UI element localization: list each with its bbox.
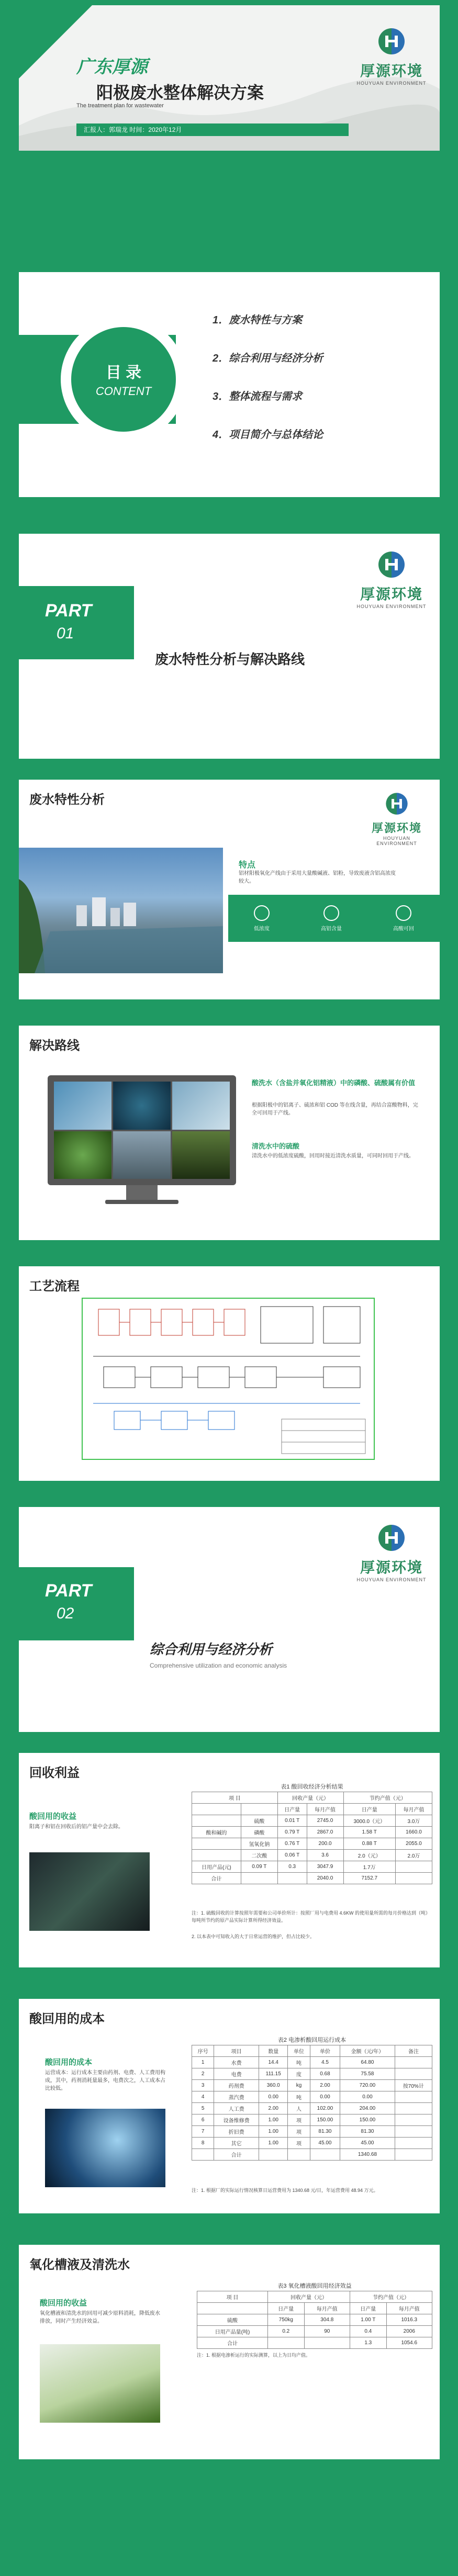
part01-number: 01	[57, 625, 74, 642]
table-cell: 氢氧化钠	[241, 1838, 277, 1850]
table-cell	[395, 2091, 432, 2103]
toc-item-4[interactable]: 4．项目简介与总体结论	[213, 429, 323, 441]
table-cell	[395, 2068, 432, 2080]
table-cell: 81.30	[310, 2126, 340, 2138]
cost-note: 注：1. 根据厂的实际运行情况核算日运营费用为 1340.68 元/日，年运营费用 48.94 万元。	[192, 2188, 378, 2193]
logo-mark-icon	[376, 1523, 407, 1553]
toc-item-1[interactable]: 1．废水特性与方案	[213, 314, 303, 326]
table-cell	[192, 1804, 241, 1815]
table-cell: 硫酸	[197, 2314, 268, 2326]
table-cell: 合计	[197, 2337, 268, 2349]
company-logo-3	[365, 791, 428, 846]
table-cell: 1.58 T	[343, 1827, 395, 1838]
table-cell	[288, 2149, 310, 2161]
table-row	[192, 2114, 432, 2126]
bubbles-photo	[172, 1082, 230, 1130]
table-cell: 吨	[288, 2091, 310, 2103]
table-cell: 硫酸	[241, 1815, 277, 1827]
table-cell	[192, 2149, 214, 2161]
table-row	[192, 1815, 432, 1827]
logo-en-text: HOUYUAN ENVIRONMENT	[376, 836, 417, 846]
table-cell: 吨	[288, 2057, 310, 2068]
table-header: 数量	[259, 2045, 288, 2057]
table-cell: 1.00 T	[350, 2314, 386, 2326]
feature-icon-panel	[228, 895, 440, 942]
table-cell: 64.80	[340, 2057, 395, 2068]
table-cell: 酸和碱的	[192, 1827, 241, 1838]
table-cell	[192, 1838, 241, 1850]
recycle-slide	[19, 1753, 440, 1973]
table-cell: 3	[192, 2080, 214, 2091]
process-slide	[19, 1266, 440, 1486]
table-header-row	[192, 1792, 432, 1804]
recycle-head: 酸回用的收益	[29, 1812, 77, 1821]
company-logo	[355, 26, 428, 86]
logo-en-text: HOUYUAN ENVIRONMENT	[356, 81, 427, 86]
cost-desc: 运营成本：运行成本主要由药剂、电费、人工费用构成，其中，药剂消耗量最多，电费次之，人工成本占比较低。	[45, 2070, 165, 2091]
globe-photo	[45, 2109, 165, 2187]
table-cell: 合计	[192, 1873, 241, 1884]
feature-label-3: 高酸可回	[393, 926, 414, 932]
table-cell: 0.68	[310, 2068, 340, 2080]
oxidation-title: 氧化槽液及清洗水	[29, 2258, 130, 2272]
toc-title: 目 录	[105, 364, 142, 381]
table-cell: 2.00	[310, 2080, 340, 2091]
table-cell: 81.30	[340, 2126, 395, 2138]
table-row	[192, 1827, 432, 1838]
table-cell: 0.00	[340, 2091, 395, 2103]
cover-subtitle: The treatment plan for wastewater	[76, 103, 164, 109]
table-row	[197, 2326, 432, 2337]
part01-label: PART	[45, 601, 92, 621]
table-cell: 药剂费	[214, 2080, 259, 2091]
table-cell: 150.00	[340, 2114, 395, 2126]
gauge-icon	[323, 905, 339, 921]
table-subheader: 每月产值	[304, 2303, 350, 2314]
table-cell: 1.00	[259, 2126, 288, 2138]
table-cell: 304.8	[304, 2314, 350, 2326]
table-cell: 人工费	[214, 2103, 259, 2114]
cost-table	[192, 2045, 432, 2161]
table-cell	[395, 2057, 432, 2068]
table-row	[197, 2337, 432, 2349]
city-skyline-icon	[19, 848, 223, 973]
table-row	[192, 2149, 432, 2161]
table-cell	[395, 1861, 432, 1873]
table-cell: 6	[192, 2114, 214, 2126]
table-cell: 0.09 T	[241, 1861, 277, 1873]
table-row	[192, 2091, 432, 2103]
table-cell: 折旧费	[214, 2126, 259, 2138]
table-cell: 14.4	[259, 2057, 288, 2068]
part02-badge	[19, 1567, 134, 1640]
logo-mark-icon	[376, 26, 407, 57]
table-cell: 合计	[214, 2149, 259, 2161]
chart-icon	[254, 905, 270, 921]
table-header: 单价	[310, 2045, 340, 2057]
table-cell: 电费	[214, 2068, 259, 2080]
features-bottom-bar	[19, 999, 440, 1005]
table-cell: 设备维修费	[214, 2114, 259, 2126]
table-subheader: 日产量	[350, 2303, 386, 2314]
table-header: 序号	[192, 2045, 214, 2057]
part02-slide	[19, 1507, 440, 1732]
monitor-stand	[126, 1185, 158, 1200]
table-cell: 8	[192, 2138, 214, 2149]
cost-bottom-bar	[19, 2213, 440, 2219]
electronics-photo	[29, 1852, 150, 1931]
table-header-row	[192, 2045, 432, 2057]
table-cell: 90	[304, 2326, 350, 2337]
table-cell	[192, 1815, 241, 1827]
table-row	[192, 1873, 432, 1884]
table-subheader: 每月产值	[386, 2303, 432, 2314]
cost-head: 酸回用的成本	[45, 2058, 93, 2067]
part02-number: 02	[57, 1605, 74, 1622]
table-cell: 750kg	[268, 2314, 305, 2326]
building-photo	[54, 1082, 111, 1130]
table-row	[192, 1850, 432, 1861]
features-title: 废水特性分析	[29, 793, 105, 807]
table-cell: 其它	[214, 2138, 259, 2149]
table-header: 备注	[395, 2045, 432, 2057]
table-header: 单位	[288, 2045, 310, 2057]
table-cell: 3047.9	[307, 1861, 343, 1873]
table-cell: 二次酸	[241, 1850, 277, 1861]
dish-photo	[113, 1131, 171, 1179]
river-photo	[19, 848, 223, 973]
table-cell: 日用产品(元)	[192, 1861, 241, 1873]
logo-mark-icon	[376, 549, 407, 580]
recycle-symbol-photo	[113, 1082, 171, 1130]
table-cell: 1.3	[350, 2337, 386, 2349]
toc-slide	[19, 272, 440, 497]
table-cell: 2040.0	[307, 1873, 343, 1884]
table-cell: 3.6	[307, 1850, 343, 1861]
table-header: 回收产量（元）	[268, 2291, 350, 2303]
cost-table-title: 表2 电渗析酸回用运行成本	[277, 2037, 347, 2043]
table-cell: 1.7万	[343, 1861, 395, 1873]
recycle-table-title: 表1 酸回收经济分析结果	[281, 1784, 343, 1790]
feature-item-1	[254, 905, 270, 932]
table-subheader: 每月产值	[395, 1804, 432, 1815]
logo-cn-text: 厚源环境	[360, 1559, 423, 1576]
table-cell: 2055.0	[395, 1838, 432, 1850]
table-cell: 项	[288, 2126, 310, 2138]
table-subheader-row	[197, 2303, 432, 2314]
route-bottom-bar	[19, 1240, 440, 1245]
table-cell	[268, 2337, 305, 2349]
table-cell: 按70%计	[395, 2080, 432, 2091]
table-cell: 1660.0	[395, 1827, 432, 1838]
process-bottom-bar	[19, 1481, 440, 1486]
cover-title: 阳极废水整体解决方案	[96, 83, 264, 102]
table-subheader: 日产量	[268, 2303, 305, 2314]
toc-item-3[interactable]: 3．整体流程与需求	[213, 391, 303, 402]
monitor-base	[105, 1200, 178, 1204]
company-logo-2	[355, 549, 428, 609]
logo-cn-text: 厚源环境	[360, 63, 423, 79]
recycle-desc: 阳离子和铝在回收后的铝产量中会去除。	[29, 1824, 124, 1830]
table-cell: 0.88 T	[343, 1838, 395, 1850]
feature-head: 特点	[239, 861, 256, 870]
table-cell: 102.00	[310, 2103, 340, 2114]
cover-meta: 汇报人：郭瑞龙 时间：2020年12月	[84, 126, 182, 133]
table-cell: 0.00	[310, 2091, 340, 2103]
leaf-globe-photo	[54, 1131, 111, 1179]
table-cell: 45.00	[310, 2138, 340, 2149]
cover-bottom-bar	[19, 151, 440, 162]
table-row	[192, 2103, 432, 2114]
logo-en-text: HOUYUAN ENVIRONMENT	[356, 604, 427, 609]
oxidation-slide	[19, 2245, 440, 2465]
table-cell: 7152.7	[343, 1873, 395, 1884]
table-row	[192, 2068, 432, 2080]
cost-slide	[19, 1999, 440, 2219]
table-header: 项 目	[197, 2291, 268, 2303]
table-header: 节约产值（元）	[350, 2291, 432, 2303]
table-cell: 1	[192, 2057, 214, 2068]
table-cell	[304, 2337, 350, 2349]
cover-brand: 广东厚源	[76, 57, 148, 77]
table-cell: 0.79 T	[277, 1827, 307, 1838]
table-row	[197, 2314, 432, 2326]
recycle-note-2: 2. 以本表中可知收入的大于日常运营的维护，但占比较少。	[192, 1934, 315, 1939]
toc-subtitle: CONTENT	[95, 385, 152, 398]
table-cell: 360.0	[259, 2080, 288, 2091]
recycle-bottom-bar	[19, 1967, 440, 1973]
table-cell: 2006	[386, 2326, 432, 2337]
table-cell: 1054.6	[386, 2337, 432, 2349]
part02-label: PART	[45, 1581, 92, 1601]
oxidation-bottom-bar	[19, 2459, 440, 2465]
table-cell: 7	[192, 2126, 214, 2138]
table-cell	[395, 1873, 432, 1884]
table-cell: 0.4	[350, 2326, 386, 2337]
table-cell: 3000.0（元）	[343, 1815, 395, 1827]
oxidation-table-title: 表3 氧化槽液酸回用经济效益	[277, 2283, 352, 2289]
table-subheader-row	[192, 1804, 432, 1815]
table-cell	[259, 2149, 288, 2161]
table-header: 项目	[214, 2045, 259, 2057]
part02-title: 综合利用与经济分析	[150, 1641, 273, 1657]
plant-photo	[172, 1131, 230, 1179]
table-row	[192, 2057, 432, 2068]
table-header: 回收产量（元）	[277, 1792, 343, 1804]
process-diagram	[82, 1298, 375, 1460]
oxidation-head: 酸回用的收益	[40, 2299, 87, 2308]
table-cell	[197, 2303, 268, 2314]
oxidation-desc: 氧化槽液和清洗水的回用可减少原料消耗，降低废水排放，同时产生经济效益。	[40, 2311, 160, 2324]
route-head-2: 清洗水中的硫酸	[252, 1142, 300, 1150]
table-cell: 2745.0	[307, 1815, 343, 1827]
table-row	[192, 2138, 432, 2149]
process-flow-diagram	[83, 1299, 374, 1459]
logo-en-text: HOUYUAN ENVIRONMENT	[356, 1577, 427, 1582]
toc-list	[213, 311, 323, 441]
table-cell: 200.0	[307, 1838, 343, 1850]
feature-desc: 铝材阳极氧化产线由于采用大量酸碱液、铝粉，导致废液含铝高浓度较大。	[239, 871, 396, 884]
features-slide	[19, 780, 440, 1005]
table-cell	[395, 2149, 432, 2161]
logo-cn-text: 厚源环境	[371, 822, 422, 835]
toc-inner-circle	[71, 327, 176, 432]
table-cell: 度	[288, 2068, 310, 2080]
part01-badge	[19, 586, 134, 659]
table-cell: 720.00	[340, 2080, 395, 2091]
table-cell: 蒸汽费	[214, 2091, 259, 2103]
table-row	[192, 2126, 432, 2138]
route-title: 解决路线	[29, 1039, 80, 1053]
recycle-title: 回收利益	[29, 1766, 80, 1780]
table-cell: 75.58	[340, 2068, 395, 2080]
table-cell: 1.00	[259, 2138, 288, 2149]
monitor-icon	[48, 1075, 236, 1185]
table-cell: 45.00	[340, 2138, 395, 2149]
table-subheader: 日产量	[343, 1804, 395, 1815]
table-cell: 人	[288, 2103, 310, 2114]
part01-slide	[19, 534, 440, 759]
recycle-note-1: 注：1. 硫酸回收的计算按照年需要和公司单价所计：按照厂用与电费用 4.6KW 的使用量所需的每月价格达到（吨） 每吨所节约的原产品实际计算所得经济效益。	[192, 1910, 431, 1923]
table-cell	[395, 2103, 432, 2114]
table-cell: 1.00	[259, 2114, 288, 2126]
feature-item-3	[393, 905, 414, 932]
table-row	[192, 1838, 432, 1850]
table-cell	[395, 2114, 432, 2126]
table-subheader: 每月产值	[307, 1804, 343, 1815]
table-header: 项 目	[192, 1792, 278, 1804]
table-cell: 水费	[214, 2057, 259, 2068]
table-subheader: 日产量	[277, 1804, 307, 1815]
table-cell: 2.00	[259, 2103, 288, 2114]
table-cell: 0.01 T	[277, 1815, 307, 1827]
table-cell: 5	[192, 2103, 214, 2114]
recycle-icon	[396, 905, 411, 921]
part02-subtitle: Comprehensive utilization and economic analysis	[150, 1662, 287, 1669]
table-row	[192, 1861, 432, 1873]
table-cell: 4	[192, 2091, 214, 2103]
table-cell: 2.0（元）	[343, 1850, 395, 1861]
oxidation-note: 注：1. 根据电渗析运行的实际测算，以上为日均产值。	[197, 2353, 311, 2358]
table-cell	[310, 2149, 340, 2161]
table-cell: 3.0万	[395, 1815, 432, 1827]
process-title: 工艺流程	[29, 1279, 80, 1293]
part01-title: 废水特性分析与解决路线	[155, 651, 305, 667]
table-cell	[241, 1873, 277, 1884]
cover-slide	[19, 5, 440, 162]
toc-item-2[interactable]: 2．综合利用与经济分析	[213, 353, 323, 364]
feature-label-2: 高铝含量	[321, 926, 342, 932]
table-header: 节约产值（元）	[343, 1792, 432, 1804]
table-header: 金额（元/年）	[340, 2045, 395, 2057]
logo-cn-text: 厚源环境	[360, 586, 423, 602]
plant-sprout-photo	[40, 2344, 160, 2423]
table-cell: 2	[192, 2068, 214, 2080]
table-cell: 0.00	[259, 2091, 288, 2103]
table-cell: 111.15	[259, 2068, 288, 2080]
route-text-1: 根据阳极中的铝离子、硫浓和铝 COD 等在线含量，再结合富酸物料，完全可回用于产线。	[252, 1103, 418, 1116]
oxidation-table	[197, 2291, 432, 2349]
route-slide	[19, 1026, 440, 1245]
monitor-screen	[54, 1082, 230, 1179]
table-cell: 0.76 T	[277, 1838, 307, 1850]
table-cell: 0.2	[268, 2326, 305, 2337]
table-cell: 1016.3	[386, 2314, 432, 2326]
table-cell: 项	[288, 2138, 310, 2149]
table-cell	[395, 2126, 432, 2138]
table-cell: kg	[288, 2080, 310, 2091]
route-head-1: 酸洗水（含盐并氧化铝精液）中的磷酸、硫酸属有价值	[252, 1079, 416, 1087]
table-cell	[241, 1804, 277, 1815]
logo-mark-icon	[384, 791, 409, 816]
feature-label-1: 低浓度	[254, 926, 270, 932]
table-cell: 150.00	[310, 2114, 340, 2126]
table-cell: 日用产品量(吨)	[197, 2326, 268, 2337]
table-cell: 项	[288, 2114, 310, 2126]
table-cell: 0.06 T	[277, 1850, 307, 1861]
table-cell: 磷酸	[241, 1827, 277, 1838]
cover-meta-bar	[76, 123, 349, 136]
table-row	[192, 2080, 432, 2091]
feature-item-2	[321, 905, 342, 932]
table-cell: 204.00	[340, 2103, 395, 2114]
table-cell	[192, 1850, 241, 1861]
table-cell: 4.5	[310, 2057, 340, 2068]
cost-title: 酸回用的成本	[29, 2012, 105, 2026]
table-cell	[277, 1873, 307, 1884]
company-logo-4	[355, 1523, 428, 1582]
table-cell	[395, 2138, 432, 2149]
table-header-row	[197, 2291, 432, 2303]
table-cell: 1340.68	[340, 2149, 395, 2161]
table-cell: 2.0万	[395, 1850, 432, 1861]
table-cell: 0.3	[277, 1861, 307, 1873]
recycle-table	[192, 1792, 432, 1884]
table-cell: 2867.0	[307, 1827, 343, 1838]
route-text-2: 清洗水中的低浓度硫酸，回用时接近清洗水质量，可同时回用于产线。	[252, 1153, 414, 1159]
